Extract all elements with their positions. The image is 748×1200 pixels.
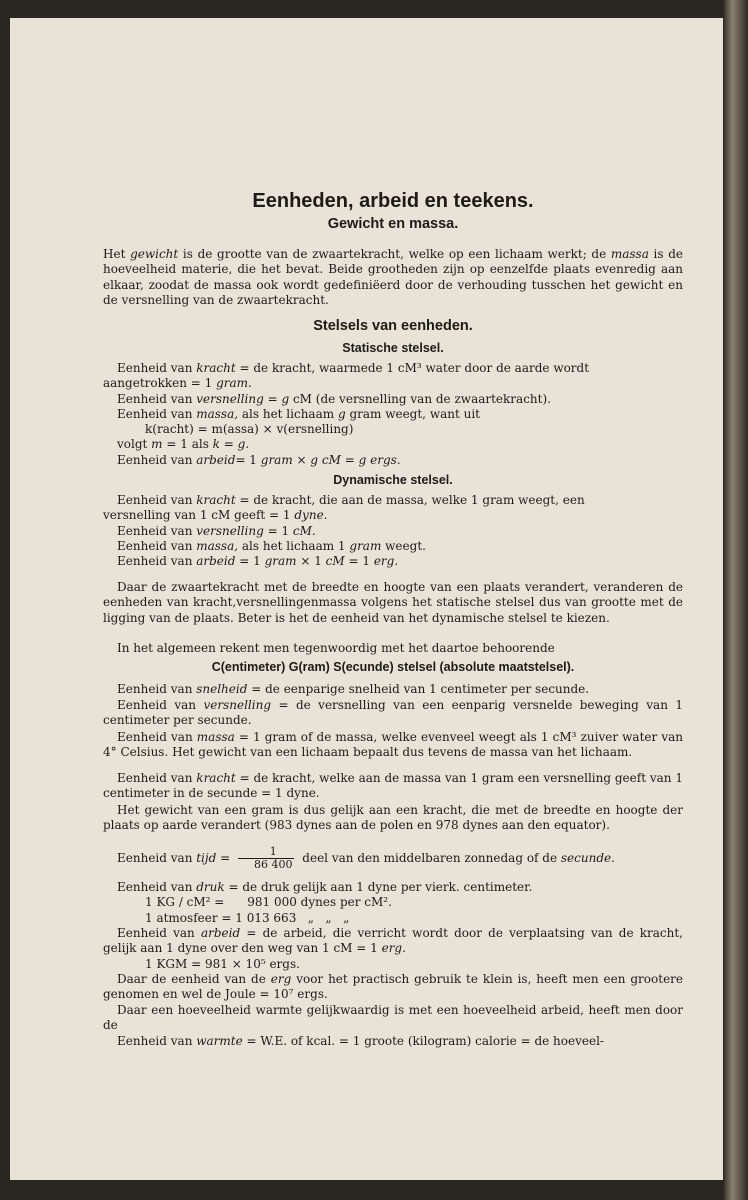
heading-statisch: Statische stelsel. xyxy=(342,341,444,355)
page-title: Eenheden, arbeid en teekens. xyxy=(252,190,534,212)
dynamic-system-block: Eenheid van kracht = de kracht, die aan de massa, welke 1 gram weegt, een versnelling van 1 cM geeft = 1 dyne. Eenheid van versnelling = 1 cM. Eenheid van massa, als het lichaam 1 gram weegt. Eenheid van arbeid = 1 gram × 1 cM = 1 erg. xyxy=(103,493,585,569)
algemeen-paragraph: In het algemeen rekent men tegenwoordig met het daartoe behoorende xyxy=(117,641,555,655)
cgs-versnelling: Eenheid van versnelling = de versnelling van een eenparig versnelde beweging van 1 centimeter per secunde. xyxy=(103,698,683,728)
daar-paragraph: Daar de zwaartekracht met de breedte en hoogte van een plaats verandert, veranderen de eenheden van kracht,versnellingenmassa volgens het statische stelsel dus van grootte met de ligging van de plaats. Beter is het de eenheid van het dynamische stelsel te kiezen. xyxy=(103,580,683,625)
cgs-massa: Eenheid van massa = 1 gram of de massa, welke evenveel weegt als 1 cM³ zuiver water van 4° Celsius. Het gewicht van een lichaam bepaalt dus tevens de massa van het lichaam. xyxy=(103,730,683,760)
cgs-warmte-intro: Daar een hoeveelheid warmte gelijkwaardig is met een hoeveelheid arbeid, heeft men door de xyxy=(103,1003,683,1033)
heading-gewicht: Gewicht en massa. xyxy=(327,216,459,232)
cgs-gewicht-gram: Het gewicht van een gram is dus gelijk aan een kracht, die met de breedte en hoogte der plaats op aarde verandert (983 dynes aan de polen en 978 dynes aan den equator). xyxy=(103,803,683,833)
cgs-erg-joule: Daar de eenheid van de erg voor het practisch gebruik te klein is, heeft men een grootere genomen en wel de Joule = 10⁷ ergs. xyxy=(103,972,684,1002)
heading-cgs: C(entimeter) G(ram) S(ecunde) stelsel (absolute maatstelsel). xyxy=(211,660,575,674)
cgs-warmte: Eenheid van warmte = W.E. of kcal. = 1 groote (kilogram) calorie = de hoeveel- xyxy=(117,1034,604,1048)
static-system-block: Eenheid van kracht = de kracht, waarmede 1 cM³ water door de aarde wordt aangetrokken = 1 gram. Eenheid van versnelling = g cM (de versnelling van de zwaartekracht). Eenheid van massa, als het lichaam g gram weegt, want uit k(racht) = m(assa) × v(ersnelling) volgt m = 1 als k = g. Eenheid van arbeid= 1 gram × g cM = g ergs. xyxy=(103,361,590,467)
fraction: $\frac{1}{86 400}$ xyxy=(238,846,295,871)
heading-dynamisch: Dynamische stelsel. xyxy=(333,473,453,487)
cgs-kgm: 1 KGM = 981 × 10⁵ ergs. xyxy=(145,957,300,971)
cgs-druk-block: Eenheid van druk = de druk gelijk aan 1 dyne per vierk. centimeter. 1 KG / cM² = 981 000 dynes per cM². 1 atmosfeer = 1 013 663 „ „ „ xyxy=(117,880,533,925)
book-binding-edge xyxy=(724,0,748,1200)
cgs-arbeid: Eenheid van arbeid = de arbeid, die verricht wordt door de verplaatsing van de kracht, gelijk aan 1 dyne over den weg van 1 cM = 1 erg. xyxy=(103,926,683,956)
heading-stelsels: Stelsels van eenheden. xyxy=(313,318,473,334)
intro-paragraph: Het gewicht is de grootte van de zwaartekracht, welke op een lichaam werkt; de massa is de hoeveelheid materie, die het bevat. Beide grootheden zijn op eenzelfde plaats evenredig aan elkaar, zoodat de massa ook wordt gedefiniëerd door de verhouding tusschen het gewicht en de versnelling van de zwaartekracht. xyxy=(103,247,683,307)
cgs-kracht: Eenheid van kracht = de kracht, welke aan de massa van 1 gram een versnelling geeft van 1 centimeter in de secunde = 1 dyne. xyxy=(103,771,683,801)
cgs-snelheid: Eenheid van snelheid = de eenparige snelheid van 1 centimeter per secunde. xyxy=(117,682,590,696)
cgs-tijd: Eenheid van tijd = $\frac{1}{86 400}$ deel van den middelbaren zonnedag of de secunde. xyxy=(117,845,615,871)
